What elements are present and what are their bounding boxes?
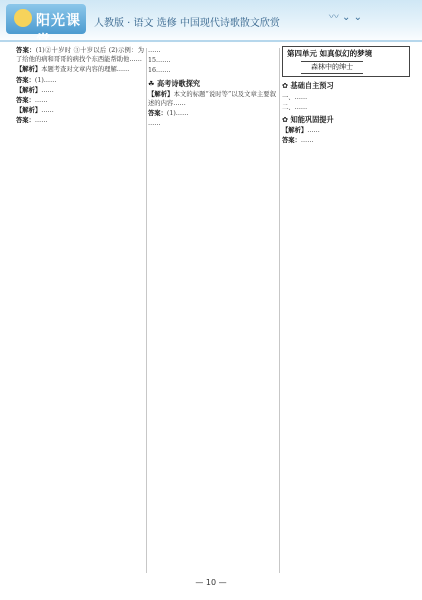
column-2 xyxy=(148,46,276,576)
paragraph: …… xyxy=(148,47,161,54)
paragraph: 答案：(1)…… xyxy=(16,76,57,84)
paragraph: …… xyxy=(148,120,161,128)
paragraph: 答案：(1)②十岁时 ③十岁以后 (2)示例：为了给他的病和哥哥的病找个东西能帮助他…… xyxy=(16,47,144,64)
book-subtitle: 人教版 · 语文 选修 中国现代诗歌散文欣赏 xyxy=(94,18,280,29)
paragraph: 答案：(1)…… xyxy=(148,110,189,118)
column-3 xyxy=(282,46,410,576)
paragraph: 答案：…… xyxy=(282,137,314,145)
paragraph: 【解析】…… xyxy=(282,127,320,135)
section-title-consolidate: ✿ 知能巩固提升 xyxy=(282,115,334,125)
brand-name: 阳光课堂 xyxy=(36,13,81,49)
paragraph: 【解析】本文的标题“说时等”以及文章主要叙述的内容…… xyxy=(148,90,276,108)
paragraph: 二、…… xyxy=(282,103,308,111)
column-divider xyxy=(146,48,147,573)
unit-banner xyxy=(282,46,410,77)
paragraph: 16.…… xyxy=(148,67,171,75)
lesson-title: 森林中的绅士 xyxy=(301,61,363,74)
paragraph: 【解析】本题考查对文章内容的理解…… xyxy=(16,66,130,74)
paragraph: 答案：…… xyxy=(16,117,48,125)
paragraph: 一、…… xyxy=(282,93,308,101)
brand-logo xyxy=(6,4,86,49)
paragraph: 【解析】…… xyxy=(16,86,54,94)
column-1 xyxy=(16,46,144,576)
page-header xyxy=(0,0,422,49)
paragraph: 【解析】…… xyxy=(16,107,54,115)
column-divider xyxy=(279,48,280,573)
header-divider xyxy=(0,40,422,42)
unit-heading: 第四单元 如真似幻的梦境 xyxy=(287,49,373,58)
sun-icon xyxy=(14,9,32,27)
section-title-preview: ✿ 基础自主预习 xyxy=(282,81,334,91)
page-number: — 10 — xyxy=(195,578,227,587)
paragraph: 答案：…… xyxy=(16,97,48,105)
birds-icon: 〰 ⌄ ⌄ xyxy=(328,12,362,23)
section-title-gaokao: ☘ 高考诗歌探究 xyxy=(148,78,201,88)
paragraph: 15.…… xyxy=(148,57,171,65)
